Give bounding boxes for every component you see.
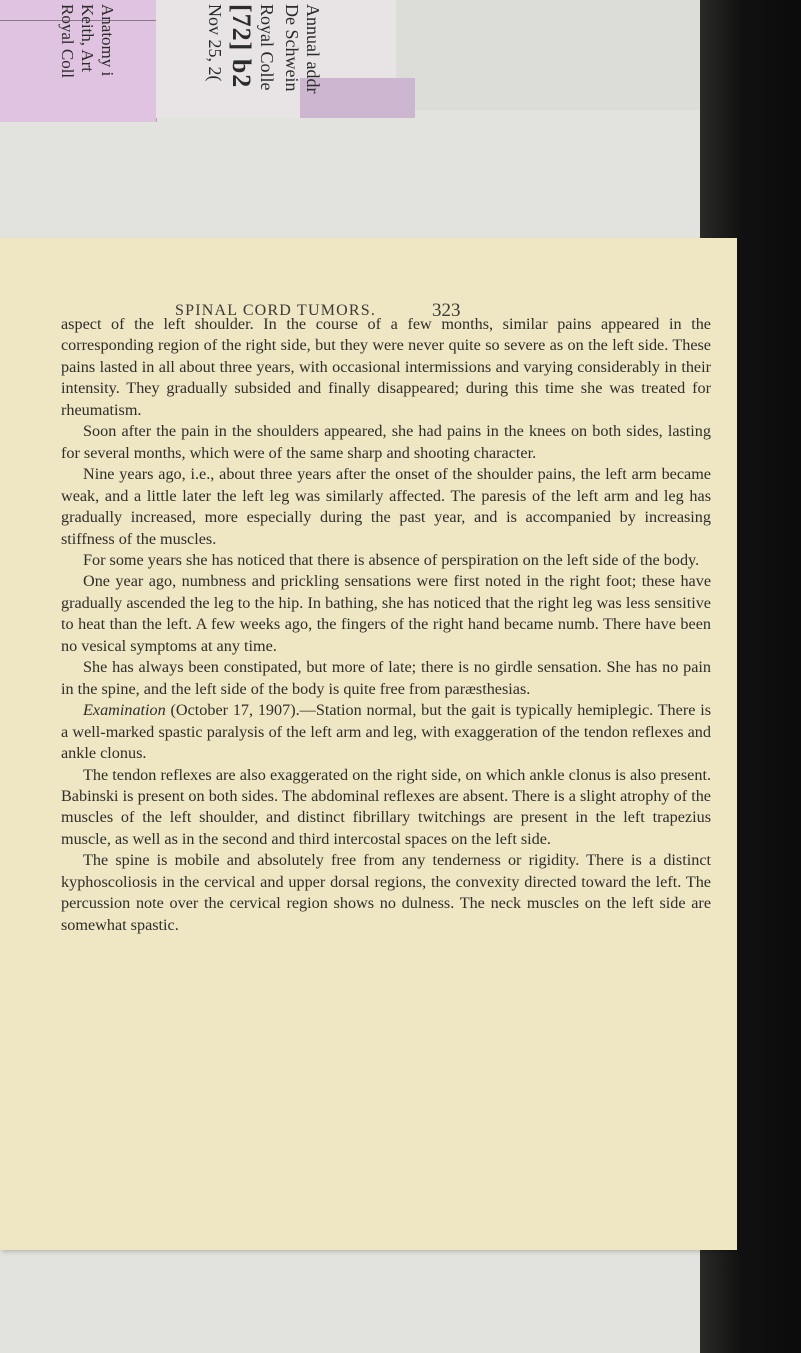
paragraph — [61, 464, 711, 550]
paragraph — [61, 421, 711, 464]
paragraph-text: One year ago, numbness and prickling sensations were first noted in the right foot; these have gradually ascended the leg to the hip. In bathing, she has noticed that the right leg was less sensitive to heat than the left. A few weeks ago, the fingers of the right hand became numb. There have been no vesical symptoms at any time. — [61, 572, 711, 655]
paragraph — [61, 550, 711, 571]
paragraph-text: Nine years ago, i.e., about three years after the onset of the shoulder pains, the left arm became weak, and a little later the left leg was similarly affected. The paresis of the left arm and leg has gradually increased, more especially during the past year, and is accompanied by increasing stiffness of the muscles. — [61, 465, 711, 548]
slip-white-line-4: [72] b2 — [227, 4, 256, 89]
paragraph-text: aspect of the left shoulder. In the course of a few months, similar pains appeared in the corresponding region of the right side, but they were never quite so severe as on the left side. These pains lasted in all about three years, with occasional intermissions and varying considerably in their intensity. They gradually subsided and finally disappeared; during this time she was treated for rheumatism. — [61, 315, 711, 419]
paragraph-text: For some years she has noticed that there is absence of perspiration on the left side of the body. — [83, 550, 700, 569]
paragraph — [61, 571, 711, 657]
slip-line-1: Anatomy i — [98, 4, 117, 77]
slip-line-2: Keith, Art — [78, 4, 97, 72]
book-page — [0, 238, 737, 1250]
slip-white-line-3: Royal Colle — [257, 4, 277, 91]
page-number: 323 — [432, 300, 461, 321]
catalogue-slip-pink — [0, 0, 157, 122]
slip-white-line-5: Nov 25, 2( — [205, 4, 225, 82]
paragraph-text: The spine is mobile and absolutely free from any tenderness or rigidity. There is a distinct kyphoscoliosis in the cervical and upper dorsal regions, the convexity directed toward the left. The percussion note over the cervical region shows no dulness. The neck muscles on the left side are somewhat spastic. — [61, 851, 711, 934]
paragraph-text: The tendon reflexes are also exaggerated on the right side, on which ankle clonus is also present. Babinski is present on both sides. The abdominal reflexes are absent. There is a slight atrophy of the muscles of the left shoulder, and distinct fibrillary twitchings are present in the left trapezius muscle, as well as in the second and third intercostal spaces on the left side. — [61, 765, 711, 848]
paragraph-text: Soon after the pain in the shoulders appeared, she had pains in the knees on both sides, lasting for several months, which were of the same sharp and shooting character. — [61, 422, 711, 462]
slip-white-line-2: De Schwein — [282, 4, 302, 92]
paragraph-text: She has always been constipated, but more of late; there is no girdle sensation. She has no pain in the spine, and the left side of the body is quite free from paræsthesias. — [61, 658, 711, 698]
paragraph-text: (October 17, 1907).—Station normal, but the gait is typically hemiplegic. There is a well-marked spastic paralysis of the left arm and leg, with exaggeration of the tendon reflexes and ankle clonus. — [61, 701, 711, 763]
paragraph — [61, 700, 711, 764]
paragraph — [61, 314, 711, 421]
running-title: SPINAL CORD TUMORS. — [175, 302, 377, 319]
body-text — [61, 314, 711, 936]
slip-white-line-1: Annual addr — [303, 4, 323, 94]
section-label: Examination — [83, 701, 166, 720]
paragraph — [61, 657, 711, 700]
slip-line-3: Royal Coll — [58, 4, 77, 79]
paragraph — [61, 765, 711, 851]
paragraph — [61, 850, 711, 936]
